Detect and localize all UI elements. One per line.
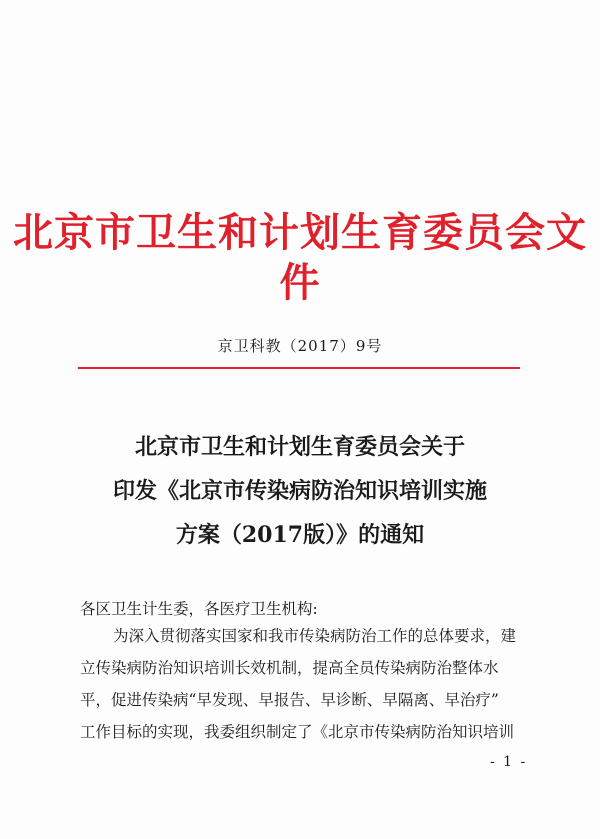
document-number: 京卫科教（2017）9号 [217, 337, 383, 355]
body-line: 工作目标的实现，我委组织制定了《北京市传染病防治知识培训 [80, 723, 515, 741]
page-number: - 1 - [490, 754, 528, 770]
subject-line-2: 印发《北京市传染病防治知识培训实施 [112, 478, 487, 504]
document-header-title: 北京市卫生和计划生育委员会文件 [13, 209, 587, 306]
red-divider-line [78, 367, 520, 369]
body-line: 为深入贯彻落实国家和我市传染病防治工作的总体要求，建 [113, 627, 517, 645]
subject-line-1: 北京市卫生和计划生育委员会关于 [134, 434, 465, 460]
recipient-line: 各区卫生计生委，各医疗卫生机构: [80, 600, 318, 618]
document-subject [0, 425, 600, 557]
subject-line-3: 方案（2017版）》的通知 [175, 522, 425, 548]
body-paragraph [80, 620, 528, 748]
body-line: 立传染病防治知识培训长效机制，提高全员传染病防治整体水 [80, 659, 499, 677]
body-line: 平，促进传染病“早发现、早报告、早诊断、早隔离、早治疗” [80, 691, 499, 709]
